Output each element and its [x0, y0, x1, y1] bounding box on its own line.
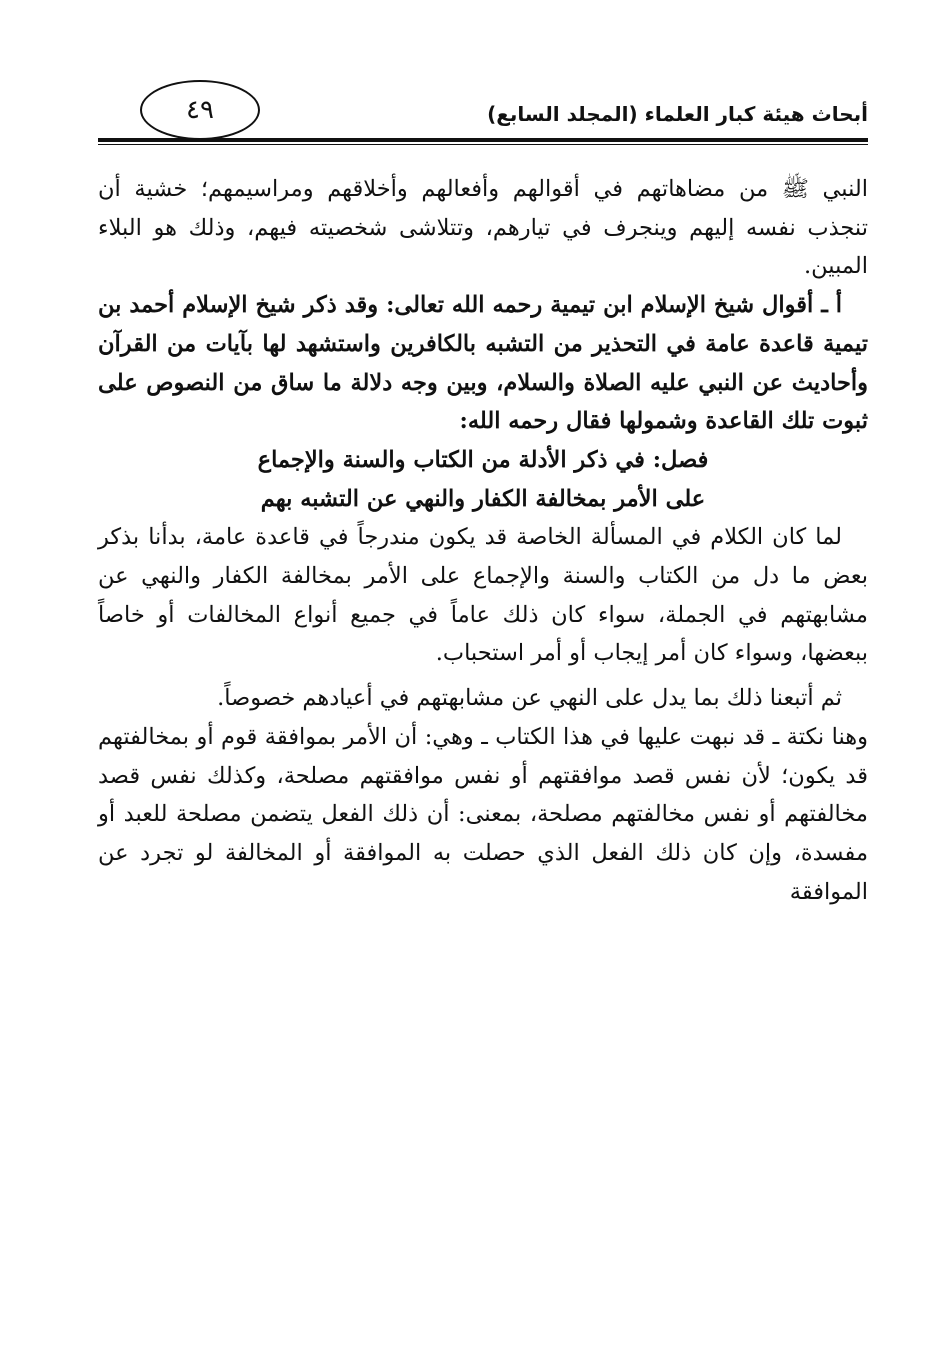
paragraph-note: وهنا نكتة ـ قد نبهت عليها في هذا الكتاب ـ وهي: أن الأمر بموافقة قوم أو بمخالفتهم قد يكون؛ لأن نفس قصد موافقتهم أو نفس موافقتهم مصلحة، وكذلك نفس قصد مخالفتهم أو نفس مخالفتهم مصلحة، بمعنى: أن ذلك الفعل يتضمن مصلحة للعبد أو مفسدة، وإن كان ذلك الفعل الذي حصلت به الموافقة أو المخالفة لو تجرد عن الموافقة — [98, 723, 868, 905]
page-header — [98, 80, 868, 150]
section-ibn-taymiyyah: أ ـ أقوال شيخ الإسلام ابن تيمية رحمه الله تعالى: وقد ذكر شيخ الإسلام أحمد بن تيمية قاعدة عامة في التحذير من التشبه بالكافرين واستشهد لها بآيات من القرآن وأحاديث عن النبي عليه الصلاة والسلام، وبين وجه دلالة ما ساق من النصوص على ثبوت تلك القاعدة وشمولها فقال رحمه الله: — [98, 292, 868, 435]
header-rule-thin — [98, 144, 868, 145]
page-body — [98, 170, 868, 911]
paragraph-general-rule: لما كان الكلام في المسألة الخاصة قد يكون مندرجاً في قاعدة عامة، بدأنا بذكر بعض ما دل من الكتاب والسنة والإجماع على الأمر بمخالفة الكفار والنهي عن مشابهتهم في الجملة، سواء كان ذلك عاماً في جميع أنواع المخالفات أو خاصاً ببعضها، وسواء كان أمر إيجاب أو أمر استحباب. — [98, 524, 868, 667]
chapter-heading-line-1: فصل: في ذكر الأدلة من الكتاب والسنة والإجماع — [257, 446, 709, 473]
paragraph-intro: النبي ﷺ من مضاهاتهم في أقوالهم وأفعالهم وأخلاقهم ومراسيمهم؛ خشية أن تنجذب نفسه إليهم وينجرف في تيارهم، وتتلاشى شخصيته فيهم، وذلك هو البلاء المبين. — [98, 176, 868, 280]
chapter-heading-line-2: على الأمر بمخالفة الكفار والنهي عن التشبه بهم — [260, 485, 706, 512]
paragraph-festivals: ثم أتبعنا ذلك بما يدل على النهي عن مشابهتهم في أعيادهم خصوصاً. — [217, 685, 842, 712]
page-number: ٤٩ — [186, 95, 214, 125]
page-number-oval — [140, 80, 260, 140]
running-header-title: أبحاث هيئة كبار العلماء (المجلد السابع) — [487, 102, 868, 126]
